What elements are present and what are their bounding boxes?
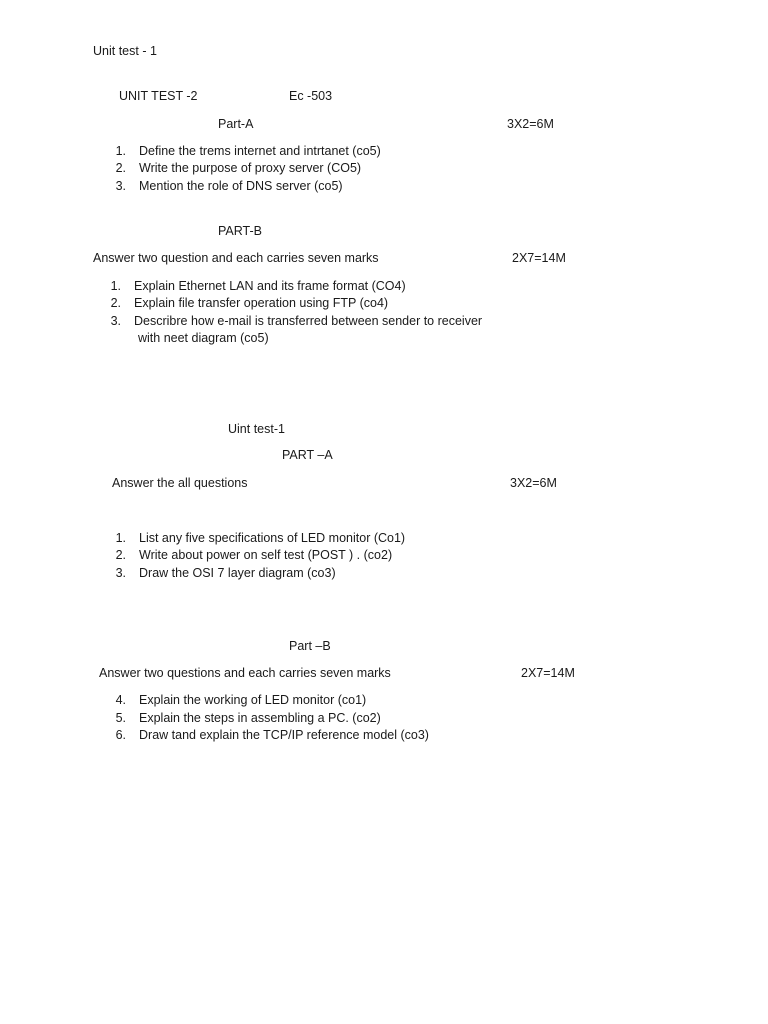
list-item-number: 2. <box>115 161 126 175</box>
list-item: Explain the steps in assembling a PC. (co2) <box>139 711 381 725</box>
list-item-number: 6. <box>115 728 126 742</box>
list-item-number: 3. <box>115 179 126 193</box>
test1-part-b-marks: 2X7=14M <box>521 666 575 680</box>
list-item-continuation: with neet diagram (co5) <box>138 331 269 345</box>
list-item-number: 2. <box>110 296 121 310</box>
list-item: Explain the working of LED monitor (co1) <box>139 693 367 707</box>
list-item: Write about power on self test (POST ) . (co2) <box>139 548 393 562</box>
list-item: Draw tand explain the TCP/IP reference model (co3) <box>139 728 429 742</box>
test1-part-a-title: PART –A <box>282 448 333 462</box>
list-item-number: 5. <box>115 711 126 725</box>
test2-course-code: Ec -503 <box>289 89 333 103</box>
test1-part-b-title: Part –B <box>289 639 331 653</box>
list-item-number: 4. <box>115 693 126 707</box>
test2-part-a-title: Part-A <box>218 117 254 131</box>
list-item: Write the purpose of proxy server (CO5) <box>139 161 362 175</box>
list-item-number: 2. <box>115 548 126 562</box>
list-item-number: 1. <box>110 279 121 293</box>
test2-part-b-marks: 2X7=14M <box>512 251 566 265</box>
list-item-number: 1. <box>115 144 126 158</box>
list-item: List any five specifications of LED monitor (Co1) <box>139 531 406 545</box>
list-item: Describre how e-mail is transferred between sender to receiver <box>134 314 483 328</box>
test2-part-b-title: PART-B <box>218 224 262 238</box>
test2-heading: UNIT TEST -2 <box>119 89 198 103</box>
list-item-number: 1. <box>115 531 126 545</box>
document-title: Unit test - 1 <box>93 44 157 58</box>
list-item-number: 3. <box>115 566 126 580</box>
list-item-number: 3. <box>110 314 121 328</box>
list-item: Explain file transfer operation using FTP (co4) <box>134 296 389 310</box>
test1-heading: Uint test-1 <box>228 422 285 436</box>
test2-part-b-instruction: Answer two question and each carries seven marks <box>93 251 379 265</box>
list-item: Draw the OSI 7 layer diagram (co3) <box>139 566 336 580</box>
test1-part-b-instruction: Answer two questions and each carries seven marks <box>99 666 391 680</box>
test1-part-a-marks: 3X2=6M <box>510 476 557 490</box>
list-item: Mention the role of DNS server (co5) <box>139 179 343 193</box>
test1-part-a-instruction: Answer the all questions <box>112 476 248 490</box>
test2-part-a-marks: 3X2=6M <box>507 117 554 131</box>
list-item: Define the trems internet and intrtanet (co5) <box>139 144 381 158</box>
list-item: Explain Ethernet LAN and its frame format (CO4) <box>134 279 406 293</box>
